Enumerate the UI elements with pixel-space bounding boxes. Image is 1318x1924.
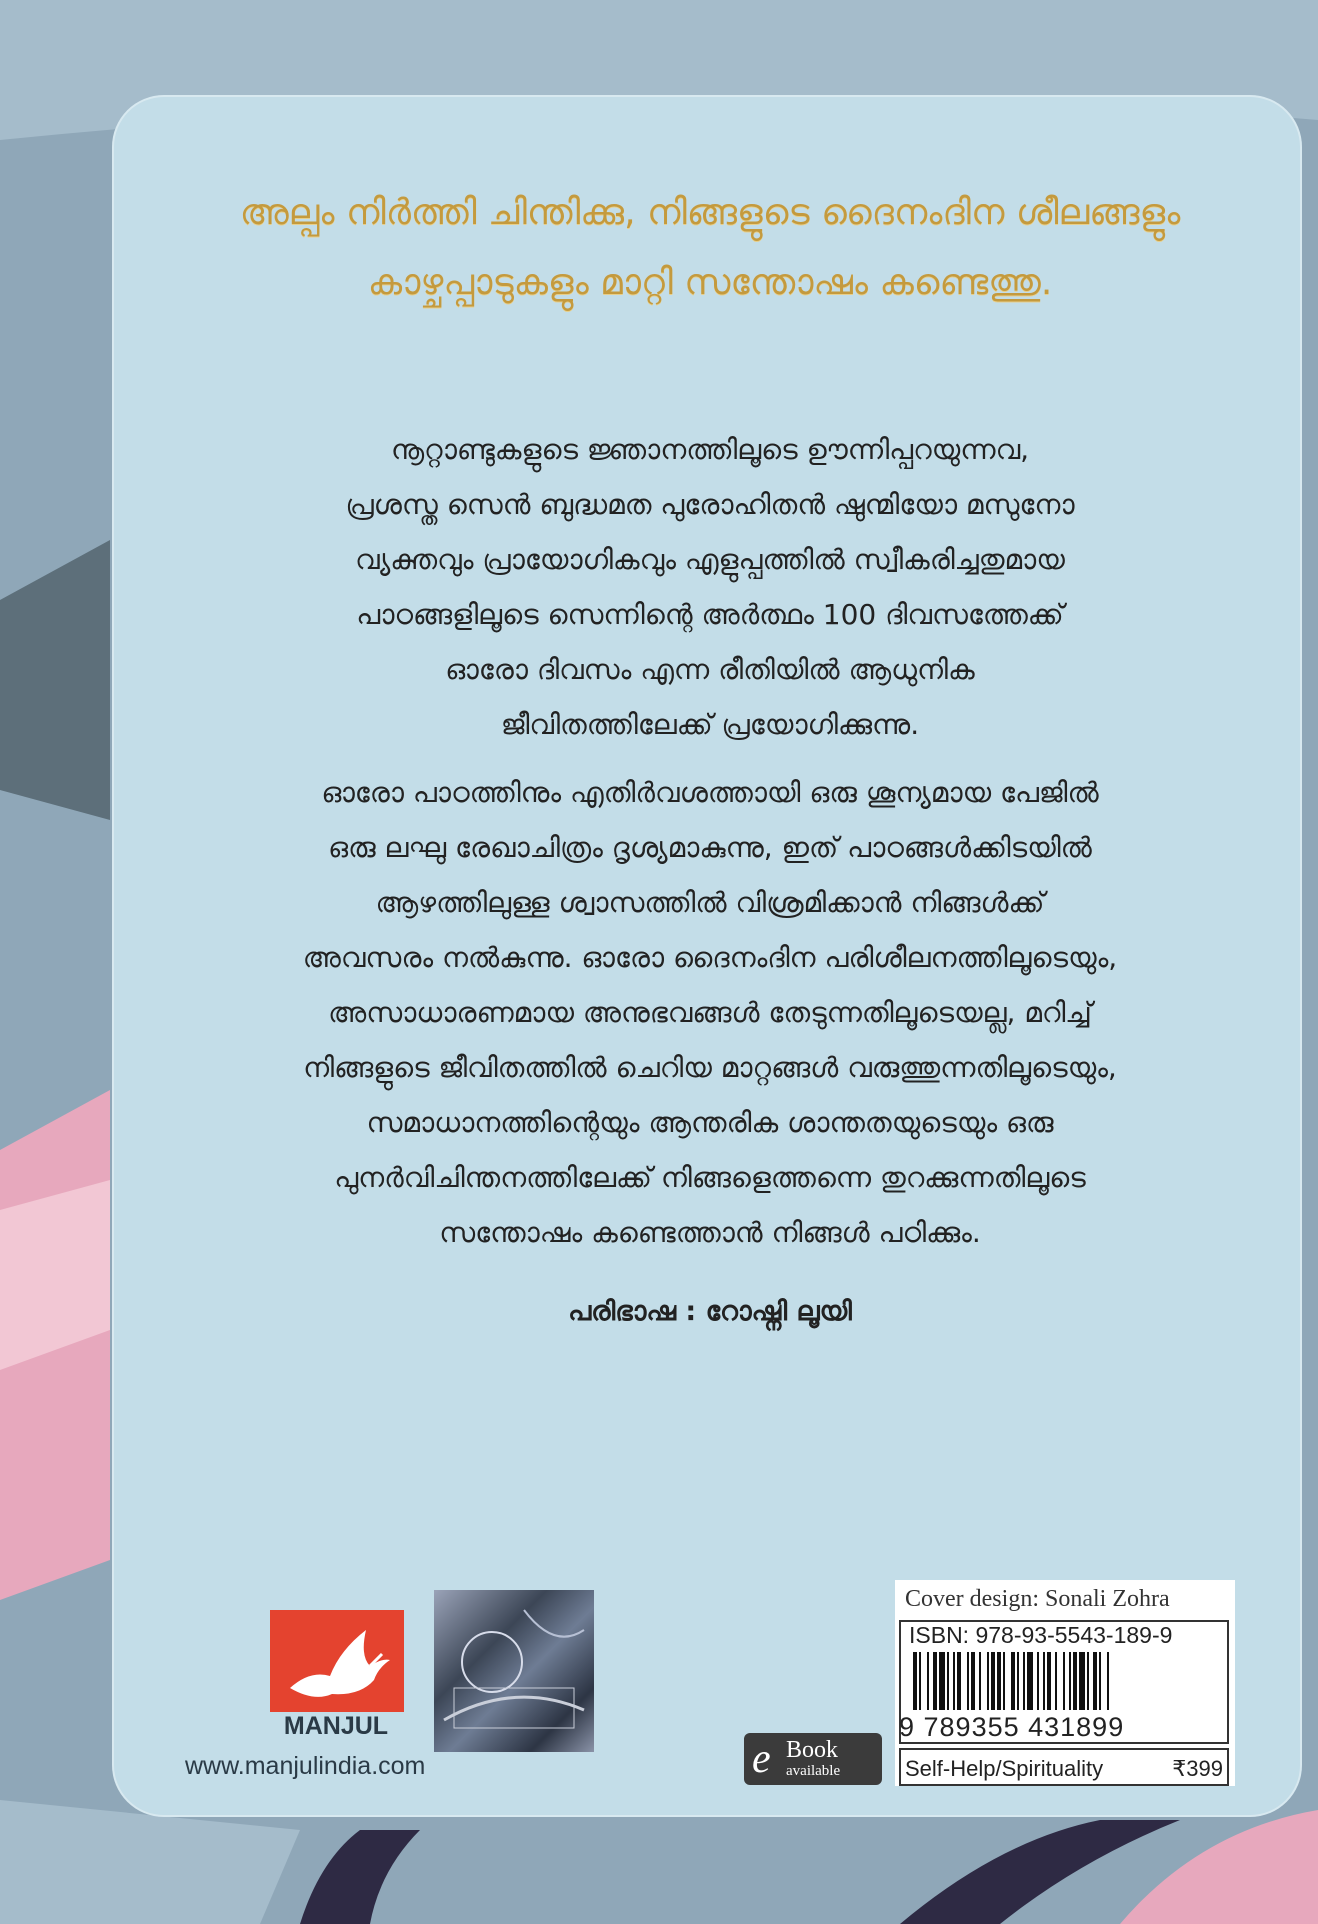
tagline-line: കാഴ്ചപ്പാടുകളും മാറ്റി സന്തോഷം കണ്ടെത്തു. (367, 262, 1053, 303)
text-line: സന്തോഷം കണ്ടെത്താൻ നിങ്ങൾ പഠിക്കും. (439, 1216, 981, 1249)
white-bird-icon (270, 1610, 404, 1712)
text-line: വ്യക്തവും പ്രായോഗികവും എളുപ്പത്തിൽ സ്വീകരിച്ചതുമായ (355, 543, 1065, 576)
text-line: ഓരോ പാഠത്തിനും എതിർവശത്തായി ഒരു ശൂന്യമായ പേജിൽ (321, 776, 1099, 809)
text-line: അസാധാരണമായ അനുഭവങ്ങൾ തേടുന്നതിലൂടെയല്ല, മറിച്ച് (328, 996, 1092, 1029)
tagline (140, 178, 1280, 318)
text-line: പ്രശസ്ത സെൻ ബുദ്ധമത പുരോഹിതൻ ഷുന്മിയോ മസുനോ (345, 488, 1075, 521)
ebook-book: Book (786, 1737, 839, 1763)
barcode-digits: 9 789355 431899 (899, 1712, 1125, 1742)
price-label: ₹399 (1172, 1756, 1223, 1781)
ebook-available-badge (744, 1733, 882, 1785)
text-line: അവസരം നൽകുന്നു. ഓരോ ദൈനംദിന പരിശീലനത്തിലൂടെയും, (302, 941, 1118, 974)
publisher-website: www.manjulindia.com (185, 1752, 426, 1780)
text-line: നിങ്ങളുടെ ജീവിതത്തിൽ ചെറിയ മാറ്റങ്ങൾ വരുത്തുന്നതിലൂടെയും, (303, 1051, 1117, 1084)
text-line: സമാധാനത്തിന്റെയും ആന്തരിക ശാന്തതയുടെയും ഒരു (366, 1106, 1054, 1139)
text-line: പുനർവിചിന്തനത്തിലേക്ക് നിങ്ങളെത്തന്നെ തുറക്കുന്നതിലൂടെ (334, 1161, 1086, 1194)
publisher-name: MANJUL (283, 1712, 389, 1740)
description-paragraph-1 (150, 422, 1270, 752)
text-line: ഓരോ ദിവസം എന്ന രീതിയിൽ ആധുനിക (445, 653, 975, 686)
description-paragraph-2 (150, 765, 1270, 1260)
text-line: ആഴത്തിലുള്ള ശ്വാസത്തിൽ വിശ്രമിക്കാൻ നിങ്ങൾക്ക് (375, 886, 1045, 919)
ebook-available: available (786, 1763, 841, 1779)
barcode (909, 1652, 1219, 1712)
text-line: പാഠങ്ങളിലൂടെ സെന്നിന്റെ അർത്ഥം 100 ദിവസത്തേക്ക് (356, 598, 1064, 631)
text-line: നൂറ്റാണ്ടുകളുടെ ജ്ഞാനത്തിലൂടെ ഊന്നിപ്പറയുന്നവ, (390, 433, 1030, 466)
tagline-line: അല്പം നിർത്തി ചിന്തിക്കു, നിങ്ങളുടെ ദൈനംദിന ശീലങ്ങളും (239, 192, 1181, 233)
text-line: ഒരു ലഘു രേഖാചിത്രം ദൃശ്യമാകുന്നു, ഇത് പാഠങ്ങൾക്കിടയിൽ (328, 831, 1092, 864)
text-line: ജീവിതത്തിലേക്ക് പ്രയോഗിക്കുന്നു. (500, 708, 920, 741)
ebook-e: e (752, 1736, 771, 1782)
isbn-number: ISBN: 978-93-5543-189-9 (909, 1622, 1173, 1648)
cover-design-credit: Cover design: Sonali Zohra (905, 1586, 1170, 1612)
isbn-info-box (895, 1580, 1235, 1786)
translator-credit: പരിഭാഷ : റോഷ്നി ലൂയി (568, 1296, 852, 1327)
security-hologram-icon (434, 1590, 594, 1752)
category-label: Self-Help/Spirituality (905, 1756, 1104, 1781)
